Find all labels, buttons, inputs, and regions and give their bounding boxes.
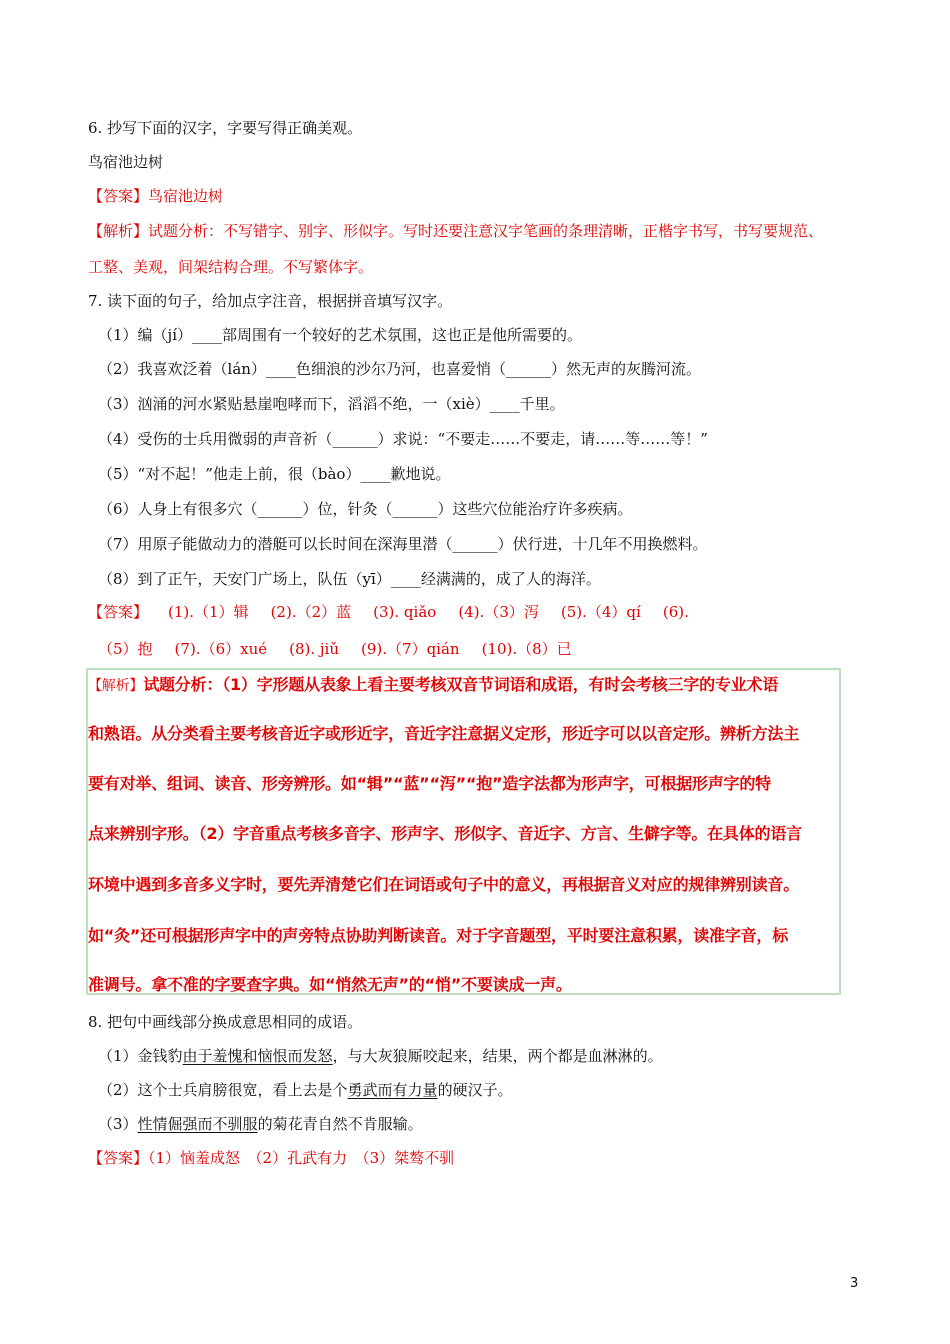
q7-item-3: （3）汹涌的河水紧贴悬崖咆哮而下，滔滔不绝，一（xiè）____千里。 xyxy=(98,395,565,413)
q7-answer-item: (10).（8）已 xyxy=(481,640,572,658)
q7-answer-item: (5).（4）qí xyxy=(560,603,641,621)
q7-item-5: （5）“对不起！”他走上前，很（bào）____歉地说。 xyxy=(98,465,451,483)
q8-answer xyxy=(88,1148,454,1168)
answer-label: 【答案】 xyxy=(88,1149,149,1167)
q7-answer-item: (8). jiǔ xyxy=(289,640,340,658)
analysis-label: 【解析】 xyxy=(88,678,144,694)
q7-answer-item: (9).（7）qián xyxy=(361,640,460,658)
q6-question: 6. 抄写下面的汉字，字要写得正确美观。 xyxy=(88,119,363,137)
q7-answer-item: (4).（3）泻 xyxy=(458,603,539,621)
q8-question: 8. 把句中画线部分换成意思相同的成语。 xyxy=(88,1013,363,1031)
q7-item-8: （8）到了正午，天安门广场上，队伍（yī）____经满满的，成了人的海洋。 xyxy=(98,570,601,588)
q8-item-3: （3）性情倔强而不驯服的菊花青自然不肯服输。 xyxy=(98,1115,423,1133)
q7-answer-item: (1).（1）辑 xyxy=(168,603,249,621)
q7-analysis-line-5: 环境中遇到多音多义字时，要先弄清楚它们在词语或句子中的意义，再根据音义对应的规律辨别读音。 xyxy=(88,875,800,894)
q7-analysis-box xyxy=(86,668,841,995)
q7-answer-item: (3). qiǎo xyxy=(373,603,437,621)
q7-item-6: （6）人身上有很多穴（______）位，针灸（______）这些穴位能治疗许多疾病。 xyxy=(98,500,633,518)
q7-analysis-line-7: 准调号。拿不准的字要查字典。如“悄然无声”的“悄”不要读成一声。 xyxy=(88,975,572,994)
q6-text: 鸟宿池边树 xyxy=(88,153,164,171)
q7-analysis-line-1: 【解析】试题分析：（1）字形题从表象上看主要考核双音节词语和成语，有时会考核三字的专业术语 xyxy=(88,675,779,694)
answer-label: 【答案】 xyxy=(88,603,149,621)
q8-item-1: （1）金钱豹由于羞愧和恼恨而发怒，与大灰狼厮咬起来，结果，两个都是血淋淋的。 xyxy=(98,1047,663,1065)
q7-analysis-line-4: 点来辨别字形。（2）字音重点考核多音字、形声字、形似字、音近字、方言、生僻字等。在具体的语言 xyxy=(88,824,802,843)
q6-analysis-text-1: 试题分析：不写错字、别字、形似字。写时还要注意汉字笔画的条理清晰，正楷字书写，书写要规范、 xyxy=(148,222,824,240)
q7-answer-row-1 xyxy=(88,602,711,622)
q7-answer-item: (7).（6）xué xyxy=(174,640,268,658)
q7-analysis-line-6: 如“灸”还可根据形声字中的声旁特点协助判断读音。对于字音题型，平时要注意积累，读准字音，标 xyxy=(88,926,789,945)
q7-analysis-line-2: 和熟语。从分类看主要考核音近字或形近字，音近字注意据义定形，形近字可以以音定形。辨析方法主 xyxy=(88,724,800,743)
q7-question: 7. 读下面的句子，给加点字注音，根据拼音填写汉字。 xyxy=(88,292,453,310)
q7-answer-item: (2).（2）蓝 xyxy=(270,603,352,621)
q7-item-1: （1）编（jí）____部周围有一个较好的艺术氛围，这也正是他所需要的。 xyxy=(98,326,582,344)
q8-answer-text: （1）恼羞成怒 （2）孔武有力 （3）桀骜不驯 xyxy=(148,1149,455,1167)
q7-item-2: （2）我喜欢泛着（lán）____色细浪的沙尔乃河，也喜爱悄（______）然无声的灰腾河流。 xyxy=(98,360,701,378)
q8-item-2: （2）这个士兵肩膀很宽，看上去是个勇武而有力量的硬汉子。 xyxy=(98,1081,513,1099)
underlined-phrase: 性情倔强而不驯服 xyxy=(137,1115,258,1133)
q7-answer-row-2 xyxy=(98,639,594,659)
q6-answer xyxy=(88,186,223,206)
q6-analysis-2: 工整、美观，间架结构合理。不写繁体字。 xyxy=(88,258,374,276)
q7-analysis-line-3: 要有对举、组词、读音、形旁辨形。如“辑”“蓝”“泻”“抱”造字法都为形声字，可根据形声字的特 xyxy=(88,774,771,793)
q7-item-4: （4）受伤的士兵用微弱的声音祈（______）求说：“不要走……不要走，请……等……等！” xyxy=(98,430,708,448)
q7-answer-item: （5）抱 xyxy=(98,640,153,658)
q6-answer-text: 鸟宿池边树 xyxy=(148,187,224,205)
analysis-label: 【解析】 xyxy=(88,222,149,240)
page-number: 3 xyxy=(850,1276,859,1291)
q6-analysis-1 xyxy=(88,221,823,241)
q7-answer-item: (6). xyxy=(662,603,689,621)
underlined-phrase: 勇武而有力量 xyxy=(347,1081,438,1099)
answer-label: 【答案】 xyxy=(88,187,149,205)
underlined-phrase: 由于羞愧和恼恨而发怒 xyxy=(182,1047,333,1065)
q7-item-7: （7）用原子能做动力的潜艇可以长时间在深海里潜（______）伏行进，十几年不用换燃料。 xyxy=(98,535,708,553)
